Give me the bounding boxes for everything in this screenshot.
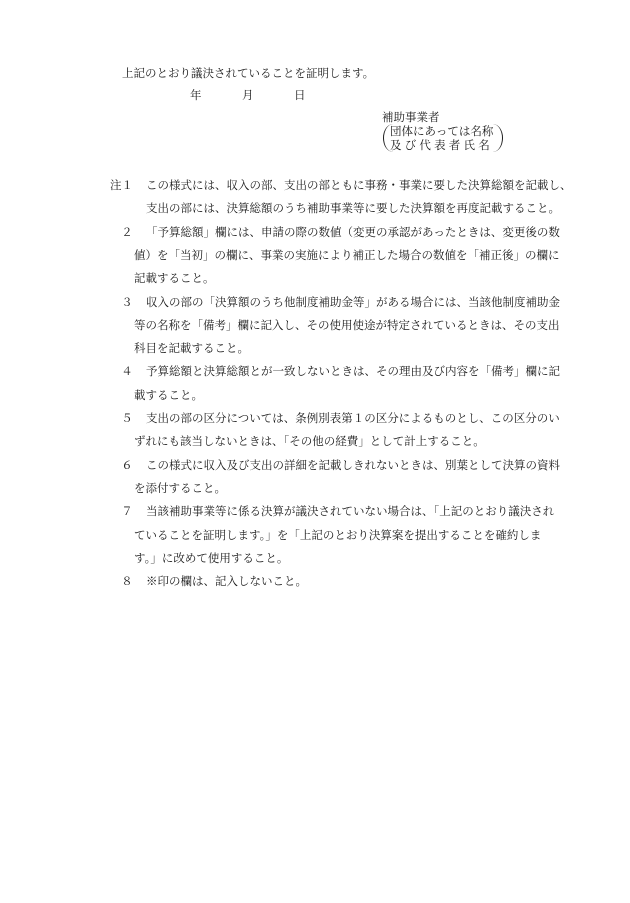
note-line: この様式には、収入の部、支出の部ともに事務・事業に要した決算総額を記載し、: [146, 178, 572, 192]
note-line: ※印の欄は、記入しないこと。: [146, 574, 307, 589]
note-line: 記載すること。: [134, 271, 215, 286]
note-number: ３: [121, 294, 133, 309]
note-line: す。」に改めて使用すること。: [134, 550, 289, 565]
note-line: 載すること。: [134, 387, 203, 402]
note-line: ずれにも該当しないときは、「その他の経費」として計上すること。: [134, 434, 485, 449]
note-line: 「予算総額」欄には、申請の際の数値（変更の承認があったときは、変更後の数: [146, 224, 560, 239]
note-number: ８: [121, 574, 133, 589]
note-line: を添付すること。: [134, 480, 226, 495]
note-line: 当該補助事業等に係る決算が議決されていない場合は、「上記のとおり議決され: [146, 504, 555, 519]
note-number: ２: [121, 224, 133, 239]
note-line: 収入の部の「決算額のうち他制度補助金等」がある場合には、当該他制度補助金: [146, 294, 560, 309]
note-line: 支出の部には、決算総額のうち補助事業等に要した決算額を再度記載すること。: [146, 201, 560, 216]
paren-line-representative: 及び代表者氏名: [390, 138, 493, 152]
note-line: 科目を記載すること。: [134, 341, 249, 356]
note-number: ７: [121, 504, 133, 519]
note-line: ていることを証明します。」を「上記のとおり決算案を提出することを確約しま: [134, 527, 542, 542]
note-number: ６: [121, 457, 133, 472]
date-month: 月: [242, 88, 254, 102]
notes-label: 注１: [110, 178, 133, 192]
date-line: [190, 88, 306, 102]
note-line: この様式に収入及び支出の詳細を記載しきれないときは、別葉として決算の資料: [146, 457, 560, 472]
organization-paren-block: [383, 124, 503, 152]
organization-label: 補助事業者: [382, 110, 440, 124]
note-line: 値）を「当初」の欄に、事業の実施により補正した場合の数値を「補正後」の欄に: [134, 247, 560, 262]
note-line: 支出の部の区分については、条例別表第１の区分によるものとし、この区分のい: [146, 411, 560, 425]
paren-line-name: 団体にあっては名称: [390, 124, 494, 138]
note-number: ５: [121, 411, 133, 425]
date-day: 日: [294, 88, 306, 102]
date-year: 年: [190, 88, 202, 102]
note-number: ４: [121, 364, 133, 379]
note-line: 予算総額と決算総額とが一致しないときは、その理由及び内容を「備考」欄に記: [146, 364, 560, 379]
note-line: 等の名称を「備考」欄に記入し、その使用使途が特定されているときは、その支出: [134, 317, 560, 332]
certification-statement: 上記のとおり議決されていることを証明します。: [122, 66, 375, 80]
